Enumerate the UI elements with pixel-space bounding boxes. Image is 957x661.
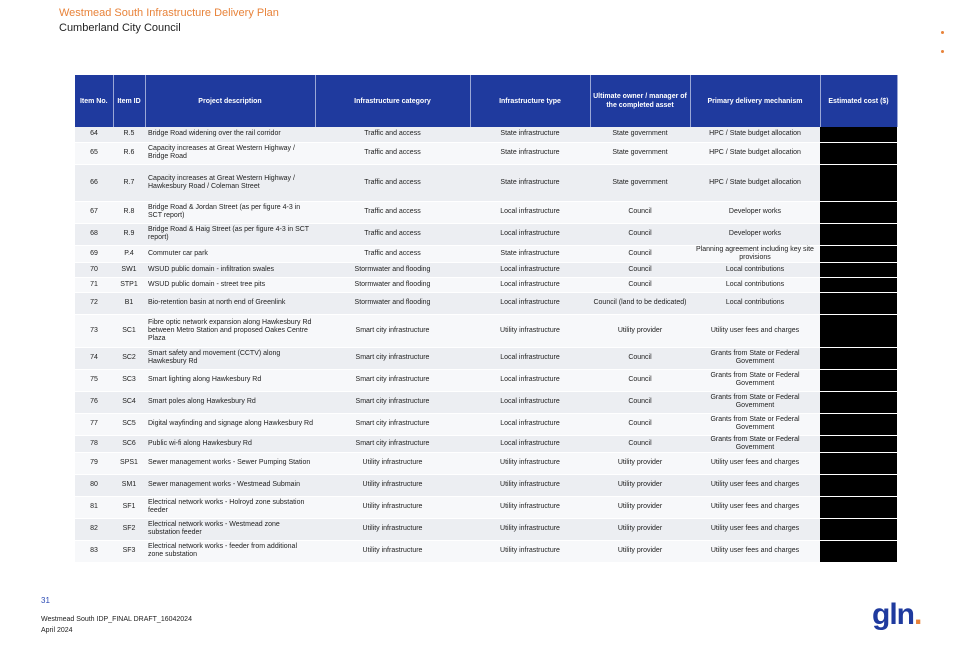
- table-cell-cat: Smart city infrastructure: [315, 413, 470, 435]
- table-cell-cat: Traffic and access: [315, 245, 470, 262]
- table-cell-owner: Utility provider: [590, 496, 690, 518]
- table-cell-desc: Electrical network works - feeder from additional zone substation: [145, 540, 315, 562]
- table-row: [75, 452, 897, 474]
- table-row: [75, 369, 897, 391]
- redacted-cost-cell: [820, 347, 897, 369]
- table-cell-desc: Bridge Road widening over the rail corridor: [145, 127, 315, 142]
- table-row: [75, 277, 897, 292]
- table-cell-desc: Electrical network works - Westmead zone substation feeder: [145, 518, 315, 540]
- table-cell-desc: Smart lighting along Hawkesbury Rd: [145, 369, 315, 391]
- column-header: Infrastructure category: [315, 75, 470, 127]
- table-cell-cat: Stormwater and flooding: [315, 262, 470, 277]
- redacted-cost-cell: [820, 142, 897, 164]
- table-cell-owner: Council: [590, 435, 690, 452]
- gln-logo: [872, 598, 921, 632]
- table-cell-id: R.8: [113, 201, 145, 223]
- table-cell-owner: Utility provider: [590, 452, 690, 474]
- table-cell-mech: Utility user fees and charges: [690, 518, 820, 540]
- column-header: Estimated cost ($): [820, 75, 897, 127]
- redacted-cost-cell: [820, 452, 897, 474]
- table-cell-mech: Grants from State or Federal Government: [690, 347, 820, 369]
- table-cell-cat: Utility infrastructure: [315, 518, 470, 540]
- table-cell-type: Local infrastructure: [470, 262, 590, 277]
- table-cell-no: 67: [75, 201, 113, 223]
- table-cell-owner: Utility provider: [590, 518, 690, 540]
- table-cell-type: Utility infrastructure: [470, 518, 590, 540]
- document-title: Westmead South Infrastructure Delivery Plan: [59, 7, 279, 19]
- table-cell-id: SM1: [113, 474, 145, 496]
- table-cell-owner: Council: [590, 201, 690, 223]
- table-cell-mech: Local contributions: [690, 262, 820, 277]
- table-cell-type: Local infrastructure: [470, 277, 590, 292]
- logo-text: gln: [872, 598, 914, 631]
- table-cell-cat: Utility infrastructure: [315, 452, 470, 474]
- table-row: [75, 164, 897, 201]
- table-cell-desc: Commuter car park: [145, 245, 315, 262]
- table-cell-id: SF2: [113, 518, 145, 540]
- table-cell-id: R.7: [113, 164, 145, 201]
- table-cell-desc: Capacity increases at Great Western Highway / Hawkesbury Road / Coleman Street: [145, 164, 315, 201]
- table-cell-cat: Utility infrastructure: [315, 474, 470, 496]
- table-cell-mech: Utility user fees and charges: [690, 474, 820, 496]
- table-cell-cat: Utility infrastructure: [315, 496, 470, 518]
- redacted-cost-cell: [820, 474, 897, 496]
- table-row: [75, 435, 897, 452]
- table-cell-mech: Local contributions: [690, 292, 820, 314]
- table-cell-id: SC4: [113, 391, 145, 413]
- table-row: [75, 496, 897, 518]
- column-header: Item No.: [75, 75, 113, 127]
- table-header-row: [75, 75, 897, 127]
- table-cell-mech: Grants from State or Federal Government: [690, 413, 820, 435]
- table-cell-id: R.5: [113, 127, 145, 142]
- table-cell-id: SC6: [113, 435, 145, 452]
- table-cell-owner: Council (land to be dedicated): [590, 292, 690, 314]
- table-cell-desc: Bio-retention basin at north end of Greenlink: [145, 292, 315, 314]
- document-date: April 2024: [41, 627, 73, 634]
- column-header: Item ID: [113, 75, 145, 127]
- table-cell-owner: State government: [590, 142, 690, 164]
- table-row: [75, 413, 897, 435]
- table-body: [75, 127, 897, 562]
- table-cell-desc: Bridge Road & Haig Street (as per figure 4-3 in SCT report): [145, 223, 315, 245]
- table-cell-type: State infrastructure: [470, 164, 590, 201]
- table-cell-cat: Traffic and access: [315, 201, 470, 223]
- table-cell-no: 64: [75, 127, 113, 142]
- table-row: [75, 262, 897, 277]
- table-cell-type: Local infrastructure: [470, 391, 590, 413]
- redacted-cost-cell: [820, 262, 897, 277]
- table-cell-no: 82: [75, 518, 113, 540]
- table-cell-cat: Smart city infrastructure: [315, 391, 470, 413]
- table-cell-cat: Traffic and access: [315, 127, 470, 142]
- table-cell-type: Utility infrastructure: [470, 314, 590, 347]
- table-cell-no: 66: [75, 164, 113, 201]
- table-cell-mech: HPC / State budget allocation: [690, 142, 820, 164]
- table-cell-owner: Council: [590, 391, 690, 413]
- table-cell-desc: Smart poles along Hawkesbury Rd: [145, 391, 315, 413]
- table-row: [75, 314, 897, 347]
- table-cell-cat: Traffic and access: [315, 164, 470, 201]
- table-cell-owner: Council: [590, 277, 690, 292]
- table-cell-type: Utility infrastructure: [470, 496, 590, 518]
- table-cell-id: SW1: [113, 262, 145, 277]
- table-cell-no: 70: [75, 262, 113, 277]
- table-cell-no: 72: [75, 292, 113, 314]
- redacted-cost-cell: [820, 413, 897, 435]
- organisation-name: Cumberland City Council: [59, 22, 181, 34]
- table-cell-desc: Public wi-fi along Hawkesbury Rd: [145, 435, 315, 452]
- table-cell-mech: HPC / State budget allocation: [690, 127, 820, 142]
- table-cell-mech: Grants from State or Federal Government: [690, 435, 820, 452]
- table-cell-owner: Council: [590, 347, 690, 369]
- table-cell-id: R.6: [113, 142, 145, 164]
- table-cell-cat: Smart city infrastructure: [315, 347, 470, 369]
- table-cell-mech: Planning agreement including key site provisions: [690, 245, 820, 262]
- table-cell-cat: Stormwater and flooding: [315, 292, 470, 314]
- table-cell-mech: Developer works: [690, 223, 820, 245]
- table-cell-owner: Council: [590, 262, 690, 277]
- table-cell-desc: Capacity increases at Great Western Highway / Bridge Road: [145, 142, 315, 164]
- table-cell-no: 78: [75, 435, 113, 452]
- table-cell-no: 76: [75, 391, 113, 413]
- redacted-cost-cell: [820, 201, 897, 223]
- table-cell-id: SPS1: [113, 452, 145, 474]
- table-cell-type: Utility infrastructure: [470, 452, 590, 474]
- table-cell-no: 81: [75, 496, 113, 518]
- table-cell-type: Local infrastructure: [470, 413, 590, 435]
- redacted-cost-cell: [820, 518, 897, 540]
- table-cell-mech: Utility user fees and charges: [690, 496, 820, 518]
- redacted-cost-cell: [820, 314, 897, 347]
- table-cell-no: 83: [75, 540, 113, 562]
- table-cell-no: 77: [75, 413, 113, 435]
- table-cell-no: 65: [75, 142, 113, 164]
- table-cell-cat: Utility infrastructure: [315, 540, 470, 562]
- table-cell-no: 68: [75, 223, 113, 245]
- table-row: [75, 540, 897, 562]
- table-cell-no: 80: [75, 474, 113, 496]
- table-cell-owner: Council: [590, 369, 690, 391]
- table-cell-type: State infrastructure: [470, 245, 590, 262]
- table-cell-cat: Smart city infrastructure: [315, 314, 470, 347]
- redacted-cost-cell: [820, 245, 897, 262]
- table-cell-id: SC1: [113, 314, 145, 347]
- table-row: [75, 347, 897, 369]
- table-row: [75, 292, 897, 314]
- table-cell-type: State infrastructure: [470, 127, 590, 142]
- table-cell-mech: Local contributions: [690, 277, 820, 292]
- table-cell-id: STP1: [113, 277, 145, 292]
- table-row: [75, 245, 897, 262]
- page-number: 31: [41, 596, 50, 605]
- table-cell-cat: Stormwater and flooding: [315, 277, 470, 292]
- table-cell-owner: Council: [590, 223, 690, 245]
- table-cell-desc: Digital wayfinding and signage along Hawkesbury Rd: [145, 413, 315, 435]
- document-id: Westmead South IDP_FINAL DRAFT_16042024: [41, 616, 192, 623]
- decorative-dot: [941, 50, 944, 53]
- table-row: [75, 223, 897, 245]
- column-header: Infrastructure type: [470, 75, 590, 127]
- redacted-cost-cell: [820, 391, 897, 413]
- table-cell-type: Local infrastructure: [470, 223, 590, 245]
- table-cell-type: Local infrastructure: [470, 435, 590, 452]
- table-cell-type: Utility infrastructure: [470, 474, 590, 496]
- redacted-cost-cell: [820, 292, 897, 314]
- table-cell-cat: Traffic and access: [315, 142, 470, 164]
- table-cell-type: Utility infrastructure: [470, 540, 590, 562]
- table-row: [75, 127, 897, 142]
- table-cell-owner: State government: [590, 127, 690, 142]
- table-cell-owner: Utility provider: [590, 540, 690, 562]
- table-cell-id: SC3: [113, 369, 145, 391]
- table-cell-id: SC2: [113, 347, 145, 369]
- redacted-cost-cell: [820, 127, 897, 142]
- table-cell-desc: WSUD public domain - street tree pits: [145, 277, 315, 292]
- table-cell-no: 74: [75, 347, 113, 369]
- table-row: [75, 474, 897, 496]
- table-cell-no: 71: [75, 277, 113, 292]
- redacted-cost-cell: [820, 164, 897, 201]
- table-cell-cat: Smart city infrastructure: [315, 369, 470, 391]
- table-cell-type: Local infrastructure: [470, 201, 590, 223]
- table-cell-no: 69: [75, 245, 113, 262]
- table-row: [75, 391, 897, 413]
- logo-dot: .: [914, 598, 922, 631]
- decorative-dot: [941, 31, 944, 34]
- redacted-cost-cell: [820, 277, 897, 292]
- column-header: Ultimate owner / manager of the completed asset: [590, 75, 690, 127]
- table-cell-id: SF3: [113, 540, 145, 562]
- table-cell-mech: Utility user fees and charges: [690, 314, 820, 347]
- table-cell-owner: Council: [590, 245, 690, 262]
- column-header: Primary delivery mechanism: [690, 75, 820, 127]
- table-cell-mech: Developer works: [690, 201, 820, 223]
- redacted-cost-cell: [820, 223, 897, 245]
- table-cell-type: Local infrastructure: [470, 347, 590, 369]
- infrastructure-table: [75, 75, 898, 563]
- table-cell-mech: Grants from State or Federal Government: [690, 369, 820, 391]
- table-cell-type: State infrastructure: [470, 142, 590, 164]
- table-cell-desc: Fibre optic network expansion along Hawkesbury Rd between Metro Station and proposed Oakes Centre Plaza: [145, 314, 315, 347]
- table-cell-id: B1: [113, 292, 145, 314]
- table-cell-type: Local infrastructure: [470, 292, 590, 314]
- table-cell-owner: Utility provider: [590, 474, 690, 496]
- table-cell-id: R.9: [113, 223, 145, 245]
- table-cell-desc: Electrical network works - Holroyd zone substation feeder: [145, 496, 315, 518]
- table-cell-mech: Utility user fees and charges: [690, 452, 820, 474]
- table-cell-owner: Council: [590, 413, 690, 435]
- table-cell-type: Local infrastructure: [470, 369, 590, 391]
- table-cell-desc: WSUD public domain - infiltration swales: [145, 262, 315, 277]
- table-cell-owner: State government: [590, 164, 690, 201]
- table-cell-no: 75: [75, 369, 113, 391]
- table-cell-id: SC5: [113, 413, 145, 435]
- table-cell-cat: Smart city infrastructure: [315, 435, 470, 452]
- redacted-cost-cell: [820, 435, 897, 452]
- table-cell-mech: Utility user fees and charges: [690, 540, 820, 562]
- table-cell-mech: HPC / State budget allocation: [690, 164, 820, 201]
- table-row: [75, 201, 897, 223]
- redacted-cost-cell: [820, 540, 897, 562]
- table-cell-no: 79: [75, 452, 113, 474]
- table-cell-no: 73: [75, 314, 113, 347]
- redacted-cost-cell: [820, 496, 897, 518]
- redacted-cost-cell: [820, 369, 897, 391]
- table-cell-desc: Sewer management works - Sewer Pumping Station: [145, 452, 315, 474]
- table-cell-id: P.4: [113, 245, 145, 262]
- table-cell-id: SF1: [113, 496, 145, 518]
- table-cell-owner: Utility provider: [590, 314, 690, 347]
- column-header: Project description: [145, 75, 315, 127]
- table-cell-mech: Grants from State or Federal Government: [690, 391, 820, 413]
- table-row: [75, 518, 897, 540]
- table-cell-desc: Bridge Road & Jordan Street (as per figure 4-3 in SCT report): [145, 201, 315, 223]
- table-row: [75, 142, 897, 164]
- table-cell-desc: Smart safety and movement (CCTV) along Hawkesbury Rd: [145, 347, 315, 369]
- table-cell-desc: Sewer management works - Westmead Submain: [145, 474, 315, 496]
- table-cell-cat: Traffic and access: [315, 223, 470, 245]
